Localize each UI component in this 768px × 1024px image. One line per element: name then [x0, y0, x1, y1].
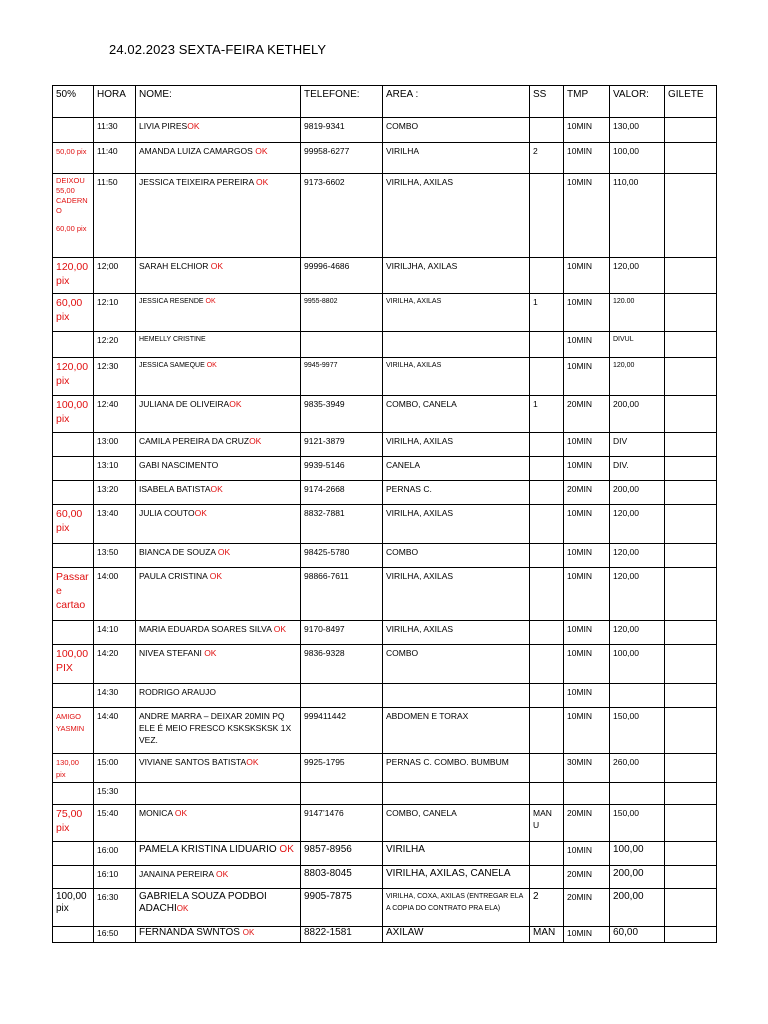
cell-tmp: 20MIN: [564, 805, 610, 842]
cell-tmp: 10MIN: [564, 927, 610, 943]
cell-gilete: [665, 783, 717, 805]
cell-valor: DIV: [610, 433, 665, 457]
cell-hora: 12:10: [94, 294, 136, 332]
cell-gilete: [665, 805, 717, 842]
cell-ss: [530, 568, 564, 621]
cell-tmp: 10MIN: [564, 568, 610, 621]
cell-area: COMBO, CANELA: [383, 805, 530, 842]
cell-ss: [530, 645, 564, 684]
cell-ss: [530, 433, 564, 457]
cell-valor: 120,00: [610, 258, 665, 294]
cell-ss: [530, 684, 564, 708]
table-row: [53, 927, 717, 943]
cell-pct: 100,00 pix: [53, 396, 94, 433]
cell-nome: HEMELLY CRISTINE: [136, 332, 301, 358]
cell-gilete: [665, 708, 717, 754]
cell-pct: 60,00 pix: [53, 505, 94, 544]
cell-nome: VIVIANE SANTOS BATISTAOK: [136, 754, 301, 783]
cell-valor: 130,00: [610, 118, 665, 143]
cell-area: CANELA: [383, 457, 530, 481]
cell-valor: 120.00: [610, 294, 665, 332]
cell-area: PERNAS C. COMBO. BUMBUM: [383, 754, 530, 783]
cell-ss: [530, 358, 564, 396]
cell-ss: [530, 505, 564, 544]
cell-gilete: [665, 544, 717, 568]
cell-pct: [53, 544, 94, 568]
cell-telefone: [301, 783, 383, 805]
cell-valor: 100,00: [610, 143, 665, 174]
col-header-ss: SS: [530, 86, 564, 118]
table-row: [53, 505, 717, 544]
cell-pct: [53, 783, 94, 805]
cell-telefone: 9836-9328: [301, 645, 383, 684]
cell-hora: 14:00: [94, 568, 136, 621]
cell-gilete: [665, 143, 717, 174]
cell-pct: 100,00pix: [53, 889, 94, 927]
table-row: [53, 842, 717, 866]
cell-area: VIRILHA, AXILAS: [383, 358, 530, 396]
cell-pct: 50,00 pix: [53, 143, 94, 174]
cell-telefone: 8822-1581: [301, 927, 383, 943]
cell-nome: ANDRE MARRA – DEIXAR 20MIN PQ ELE É MEIO FRESCO KSKSKSKSK 1X VEZ.: [136, 708, 301, 754]
table-row: [53, 783, 717, 805]
cell-valor: 200,00: [610, 396, 665, 433]
cell-tmp: 10MIN: [564, 143, 610, 174]
cell-valor: 120,00: [610, 505, 665, 544]
cell-pct: 120,00 pix: [53, 258, 94, 294]
cell-pct: [53, 842, 94, 866]
col-header-area: AREA :: [383, 86, 530, 118]
cell-pct: 120,00 pix: [53, 358, 94, 396]
table-row: [53, 118, 717, 143]
table-row: [53, 754, 717, 783]
cell-telefone: 9147’1476: [301, 805, 383, 842]
cell-nome: AMANDA LUIZA CAMARGOS OK: [136, 143, 301, 174]
cell-gilete: [665, 396, 717, 433]
cell-hora: 14:20: [94, 645, 136, 684]
cell-gilete: [665, 927, 717, 943]
cell-tmp: 10MIN: [564, 645, 610, 684]
cell-gilete: [665, 118, 717, 143]
cell-tmp: 20MIN: [564, 396, 610, 433]
cell-gilete: [665, 433, 717, 457]
cell-nome: FERNANDA SWNTOS OK: [136, 927, 301, 943]
cell-pct: [53, 621, 94, 645]
cell-hora: 15:40: [94, 805, 136, 842]
cell-telefone: 999411442: [301, 708, 383, 754]
cell-area: COMBO: [383, 118, 530, 143]
cell-ss: 1: [530, 396, 564, 433]
cell-pct: AMIGO YASMIN: [53, 708, 94, 754]
cell-pct: [53, 927, 94, 943]
cell-ss: 2: [530, 143, 564, 174]
cell-hora: 15:00: [94, 754, 136, 783]
cell-ss: [530, 544, 564, 568]
cell-hora: 11:50: [94, 174, 136, 258]
cell-valor: 120,00: [610, 568, 665, 621]
cell-area: VIRILHA, COXA, AXILAS (ENTREGAR ELA A COPIA DO CONTRATO PRA ELA): [383, 889, 530, 927]
table-row: [53, 544, 717, 568]
col-header-hora: HORA: [94, 86, 136, 118]
cell-area: VIRILHA: [383, 842, 530, 866]
cell-area: PERNAS C.: [383, 481, 530, 505]
cell-tmp: 30MIN: [564, 754, 610, 783]
cell-valor: DIV.: [610, 457, 665, 481]
cell-area: COMBO, CANELA: [383, 396, 530, 433]
cell-nome: NIVEA STEFANI OK: [136, 645, 301, 684]
cell-hora: 11:40: [94, 143, 136, 174]
cell-area: VIRILHA, AXILAS: [383, 433, 530, 457]
cell-nome: CAMILA PEREIRA DA CRUZOK: [136, 433, 301, 457]
cell-area: ABDOMEN E TORAX: [383, 708, 530, 754]
cell-valor: 200,00: [610, 889, 665, 927]
cell-area: [383, 684, 530, 708]
cell-telefone: 9939-5146: [301, 457, 383, 481]
cell-pct: [53, 433, 94, 457]
col-header-nome: NOME:: [136, 86, 301, 118]
cell-pct: DEIXOU 55,00 CADERNO 60,00 pix: [53, 174, 94, 258]
cell-telefone: 9835-3949: [301, 396, 383, 433]
cell-nome: PAMELA KRISTINA LIDUARIO OK: [136, 842, 301, 866]
cell-telefone: 9819-9341: [301, 118, 383, 143]
cell-gilete: [665, 754, 717, 783]
cell-tmp: 10MIN: [564, 684, 610, 708]
cell-telefone: [301, 684, 383, 708]
cell-telefone: 9173-6602: [301, 174, 383, 258]
cell-telefone: 9905-7875: [301, 889, 383, 927]
cell-nome: ISABELA BATISTAOK: [136, 481, 301, 505]
cell-ss: 2: [530, 889, 564, 927]
cell-tmp: 10MIN: [564, 258, 610, 294]
cell-ss: [530, 866, 564, 889]
cell-pct: Passar e cartao: [53, 568, 94, 621]
schedule-table: [52, 85, 717, 943]
cell-gilete: [665, 684, 717, 708]
cell-area: VIRILHA, AXILAS: [383, 568, 530, 621]
cell-gilete: [665, 481, 717, 505]
cell-gilete: [665, 505, 717, 544]
cell-area: VIRILHA, AXILAS: [383, 505, 530, 544]
cell-valor: [610, 783, 665, 805]
cell-hora: 13:50: [94, 544, 136, 568]
cell-area: VIRILHA, AXILAS: [383, 174, 530, 258]
cell-hora: 16:30: [94, 889, 136, 927]
cell-ss: [530, 332, 564, 358]
cell-area: VIRILHA, AXILAS: [383, 621, 530, 645]
cell-pct: 130,00 pix: [53, 754, 94, 783]
cell-tmp: 20MIN: [564, 889, 610, 927]
cell-ss: [530, 708, 564, 754]
cell-telefone: 8803-8045: [301, 866, 383, 889]
cell-telefone: 99958-6277: [301, 143, 383, 174]
cell-telefone: 9121-3879: [301, 433, 383, 457]
cell-valor: 100,00: [610, 645, 665, 684]
cell-ss: [530, 754, 564, 783]
cell-telefone: 8832-7881: [301, 505, 383, 544]
cell-valor: 150,00: [610, 805, 665, 842]
cell-nome: JANAINA PEREIRA OK: [136, 866, 301, 889]
table-row: [53, 568, 717, 621]
cell-hora: 16:50: [94, 927, 136, 943]
table-row: [53, 332, 717, 358]
cell-ss: [530, 621, 564, 645]
cell-nome: JESSICA TEIXEIRA PEREIRA OK: [136, 174, 301, 258]
table-row: [53, 684, 717, 708]
cell-telefone: 9170-8497: [301, 621, 383, 645]
cell-nome: JULIA COUTOOK: [136, 505, 301, 544]
cell-valor: 260,00: [610, 754, 665, 783]
cell-telefone: [301, 332, 383, 358]
cell-tmp: 10MIN: [564, 544, 610, 568]
table-row: [53, 805, 717, 842]
cell-ss: MAN U: [530, 805, 564, 842]
cell-nome: GABRIELA SOUZA PODBOI ADACHIOK: [136, 889, 301, 927]
cell-hora: 14:30: [94, 684, 136, 708]
cell-tmp: 20MIN: [564, 481, 610, 505]
cell-tmp: 20MIN: [564, 866, 610, 889]
cell-ss: [530, 118, 564, 143]
cell-gilete: [665, 621, 717, 645]
cell-tmp: 10MIN: [564, 332, 610, 358]
cell-pct: [53, 118, 94, 143]
table-row: [53, 143, 717, 174]
cell-gilete: [665, 332, 717, 358]
cell-valor: 100,00: [610, 842, 665, 866]
col-header-valor: VALOR:: [610, 86, 665, 118]
table-row: [53, 457, 717, 481]
cell-nome: MARIA EDUARDA SOARES SILVA OK: [136, 621, 301, 645]
table-row: [53, 708, 717, 754]
cell-gilete: [665, 866, 717, 889]
cell-telefone: 9857-8956: [301, 842, 383, 866]
table-row: [53, 258, 717, 294]
cell-gilete: [665, 645, 717, 684]
table-row: [53, 396, 717, 433]
cell-telefone: 9174-2668: [301, 481, 383, 505]
cell-tmp: 10MIN: [564, 118, 610, 143]
cell-hora: 14:10: [94, 621, 136, 645]
col-header-tmp: TMP: [564, 86, 610, 118]
cell-tmp: 10MIN: [564, 708, 610, 754]
cell-area: VIRILHA, AXILAS, CANELA: [383, 866, 530, 889]
cell-telefone: 9945-9977: [301, 358, 383, 396]
cell-pct: 75,00 pix: [53, 805, 94, 842]
cell-pct: [53, 457, 94, 481]
table-row: [53, 645, 717, 684]
cell-nome: MONICA OK: [136, 805, 301, 842]
cell-gilete: [665, 889, 717, 927]
table-row: [53, 294, 717, 332]
cell-valor: 120,00: [610, 544, 665, 568]
cell-ss: [530, 481, 564, 505]
cell-nome: JULIANA DE OLIVEIRAOK: [136, 396, 301, 433]
cell-hora: 13:10: [94, 457, 136, 481]
cell-valor: [610, 684, 665, 708]
cell-ss: 1: [530, 294, 564, 332]
cell-ss: [530, 783, 564, 805]
cell-telefone: 9955-8802: [301, 294, 383, 332]
cell-valor: 60,00: [610, 927, 665, 943]
cell-nome: LIVIA PIRESOK: [136, 118, 301, 143]
table-row: [53, 621, 717, 645]
col-header-gilete: GILETE: [665, 86, 717, 118]
cell-telefone: 99996-4686: [301, 258, 383, 294]
cell-nome: PAULA CRISTINA OK: [136, 568, 301, 621]
cell-valor: 110,00: [610, 174, 665, 258]
cell-gilete: [665, 457, 717, 481]
header-row: [53, 86, 717, 118]
cell-area: [383, 783, 530, 805]
table-row: [53, 889, 717, 927]
cell-area: VIRILJHA, AXILAS: [383, 258, 530, 294]
cell-tmp: 10MIN: [564, 505, 610, 544]
cell-ss: [530, 842, 564, 866]
table-row: [53, 866, 717, 889]
cell-area: VIRILHA, AXILAS: [383, 294, 530, 332]
cell-hora: 13:40: [94, 505, 136, 544]
cell-tmp: 10MIN: [564, 457, 610, 481]
cell-hora: 13:20: [94, 481, 136, 505]
cell-telefone: 9925-1795: [301, 754, 383, 783]
cell-valor: DIVUL: [610, 332, 665, 358]
cell-nome: JESSICA SAMEQUE OK: [136, 358, 301, 396]
cell-nome: GABI NASCIMENTO: [136, 457, 301, 481]
cell-area: [383, 332, 530, 358]
cell-pct: [53, 481, 94, 505]
cell-nome: [136, 783, 301, 805]
cell-hora: 12;00: [94, 258, 136, 294]
cell-hora: 15:30: [94, 783, 136, 805]
cell-valor: 150,00: [610, 708, 665, 754]
cell-hora: 11:30: [94, 118, 136, 143]
cell-pct: 100,00 PIX: [53, 645, 94, 684]
cell-hora: 16:10: [94, 866, 136, 889]
cell-area: VIRILHA: [383, 143, 530, 174]
cell-ss: [530, 457, 564, 481]
cell-nome: SARAH ELCHIOR OK: [136, 258, 301, 294]
cell-nome: RODRIGO ARAUJO: [136, 684, 301, 708]
cell-gilete: [665, 358, 717, 396]
cell-hora: 14:40: [94, 708, 136, 754]
table-row: [53, 481, 717, 505]
cell-hora: 12:20: [94, 332, 136, 358]
cell-valor: 120,00: [610, 621, 665, 645]
col-header-50: 50%: [53, 86, 94, 118]
cell-hora: 12:40: [94, 396, 136, 433]
cell-tmp: 10MIN: [564, 621, 610, 645]
cell-tmp: [564, 783, 610, 805]
cell-gilete: [665, 174, 717, 258]
cell-gilete: [665, 568, 717, 621]
cell-telefone: 98425-5780: [301, 544, 383, 568]
cell-pct: [53, 332, 94, 358]
cell-ss: [530, 258, 564, 294]
page-title: 24.02.2023 SEXTA-FEIRA KETHELY: [109, 42, 327, 57]
cell-area: COMBO: [383, 645, 530, 684]
cell-valor: 120,00: [610, 358, 665, 396]
cell-area: AXILAW: [383, 927, 530, 943]
table-row: [53, 358, 717, 396]
cell-hora: 12:30: [94, 358, 136, 396]
cell-tmp: 10MIN: [564, 294, 610, 332]
cell-area: COMBO: [383, 544, 530, 568]
col-header-telefone: TELEFONE:: [301, 86, 383, 118]
cell-nome: BIANCA DE SOUZA OK: [136, 544, 301, 568]
cell-tmp: 10MIN: [564, 358, 610, 396]
cell-tmp: 10MIN: [564, 842, 610, 866]
cell-gilete: [665, 258, 717, 294]
cell-pct: [53, 866, 94, 889]
cell-valor: 200,00: [610, 481, 665, 505]
table-row: [53, 433, 717, 457]
cell-gilete: [665, 842, 717, 866]
cell-ss: [530, 174, 564, 258]
cell-telefone: 98866-7611: [301, 568, 383, 621]
cell-pct: 60,00 pix: [53, 294, 94, 332]
cell-gilete: [665, 294, 717, 332]
cell-nome: JESSICA RESENDE OK: [136, 294, 301, 332]
cell-ss: MAN: [530, 927, 564, 943]
cell-tmp: 10MIN: [564, 174, 610, 258]
table-row: [53, 174, 717, 258]
cell-tmp: 10MIN: [564, 433, 610, 457]
cell-pct: [53, 684, 94, 708]
cell-hora: 16:00: [94, 842, 136, 866]
cell-hora: 13:00: [94, 433, 136, 457]
cell-valor: 200,00: [610, 866, 665, 889]
